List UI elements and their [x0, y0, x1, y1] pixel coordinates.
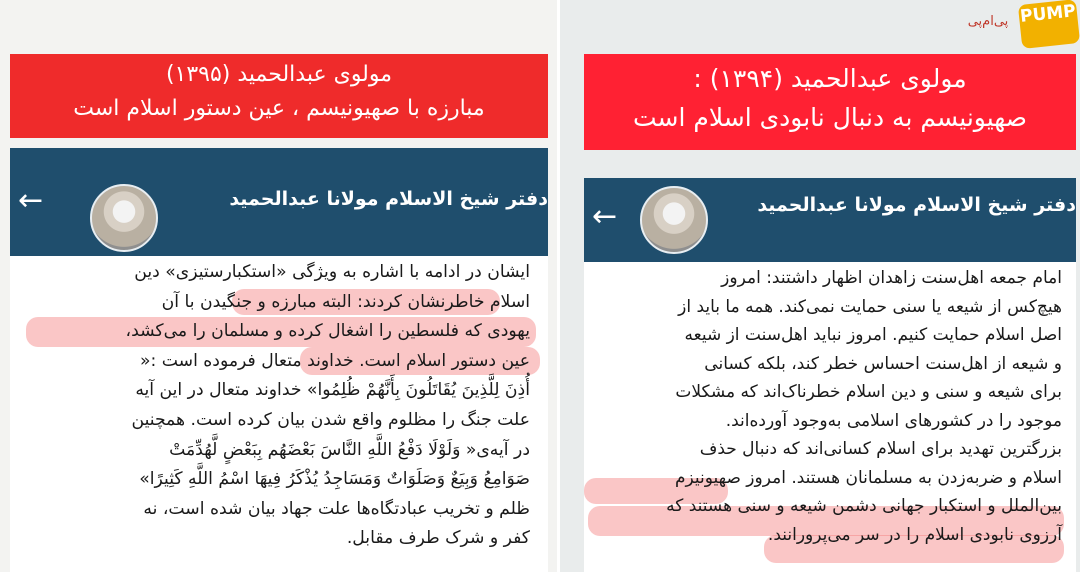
- message-line: آرزوی نابودی اسلام را در سر می‌پرورانند.: [767, 524, 1062, 545]
- back-arrow-icon[interactable]: ←: [18, 183, 44, 218]
- message-line: یهودی که فلسطین را اشغال کرده و مسلمان را می‌کشد،: [125, 321, 530, 342]
- right-app-screen: [584, 178, 1076, 572]
- left-caption-line1: مولوی عبدالحمید (۱۳۹۵): [165, 62, 393, 87]
- right-caption-line1: مولوی عبدالحمید (۱۳۹۴) :: [693, 64, 967, 93]
- message-line: در آیه‌ی« وَلَوْلَا دَفْعُ اللَّهِ النَّاسَ بَعْضَهُم بِبَعْضٍ لَّهُدِّمَتْ: [169, 439, 530, 460]
- message-line: صَوَامِعُ وَبِیَعٌ وَصَلَوَاتٌ وَمَسَاجِدُ یُذْکَرُ فِیهَا اسْمُ اللَّهِ کَثِیرًا»: [139, 469, 530, 490]
- message-line: کفر و شرک طرف مقابل.: [346, 528, 530, 549]
- message-line: أُذِنَ لِلَّذِینَ یُقَاتَلُونَ بِأَنَّهُمْ ظُلِمُوا» خداوند متعال در این آیه: [135, 380, 530, 401]
- channel-title: دفتر شیخ الاسلام مولانا عبدالحمید: [229, 188, 548, 210]
- message-line: موجود را در کشورهای اسلامی به‌وجود آورده‌اند.: [725, 410, 1062, 431]
- left-caption-line2: مبارزه با صهیونیسم ، عین دستور اسلام است: [73, 96, 485, 122]
- back-arrow-icon[interactable]: ←: [592, 199, 618, 234]
- message-body: [28, 258, 530, 554]
- message-body: [594, 264, 1062, 549]
- avatar[interactable]: [640, 186, 708, 254]
- message-line: عین دستور اسلام است. خداوند متعال فرموده است :«: [140, 350, 530, 371]
- message-line: ایشان در ادامه با اشاره به ویژگی «استکبارستیزی» دین: [134, 262, 530, 282]
- avatar[interactable]: [90, 184, 158, 252]
- right-caption-banner: [584, 54, 1076, 150]
- message-line: امام جمعه اهل‌سنت زاهدان اظهار داشتند: امروز: [721, 268, 1062, 288]
- message-line: بزرگترین تهدید برای اسلام کسانی‌اند که دنبال حذف: [699, 439, 1062, 459]
- left-app-screen: [10, 148, 548, 572]
- message-line: علت جنگ را مظلوم واقع شدن بیان کرده است. همچنین: [131, 409, 530, 430]
- message-line: بین‌الملل و استکبار جهانی دشمن شیعه و سنی هستند که: [666, 496, 1062, 516]
- message-line: ظلم و تخریب عبادتگاه‌ها علت جهاد بیان شده است، نه: [143, 498, 530, 519]
- message-line: و شیعه از اهل‌سنت احساس خطر کند، بلکه کسانی: [704, 353, 1062, 374]
- channel-title: دفتر شیخ الاسلام مولانا عبدالحمید: [757, 194, 1076, 216]
- left-app-header: [10, 148, 548, 256]
- right-app-header: [584, 178, 1076, 262]
- right-screenshot-panel: [560, 0, 1080, 572]
- message-line: برای شیعه و سنی و دین اسلام خطرناک‌اند که مشکلات: [675, 382, 1062, 402]
- left-caption-banner: [10, 54, 548, 138]
- right-caption-line2: صهیونیسم به دنبال نابودی اسلام است: [632, 102, 1028, 132]
- message-line: اسلام خاطرنشان کردند: البته مبارزه و جنگیدن با آن: [161, 291, 530, 312]
- message-line: اسلام و ضربه‌زدن به مسلمانان هستند. امروز صهیونیزم: [674, 467, 1062, 488]
- message-line: اصل اسلام حمایت کنیم. امروز نباید اهل‌سنت از شیعه: [684, 325, 1062, 345]
- message-line: هیچ‌کس از شیعه یا سنی حمایت نمی‌کند. همه ما باید از: [678, 296, 1062, 317]
- watermark-caption: پی‌ام‌پی: [967, 14, 1009, 29]
- watermark-logo: PUMP: [1018, 0, 1080, 49]
